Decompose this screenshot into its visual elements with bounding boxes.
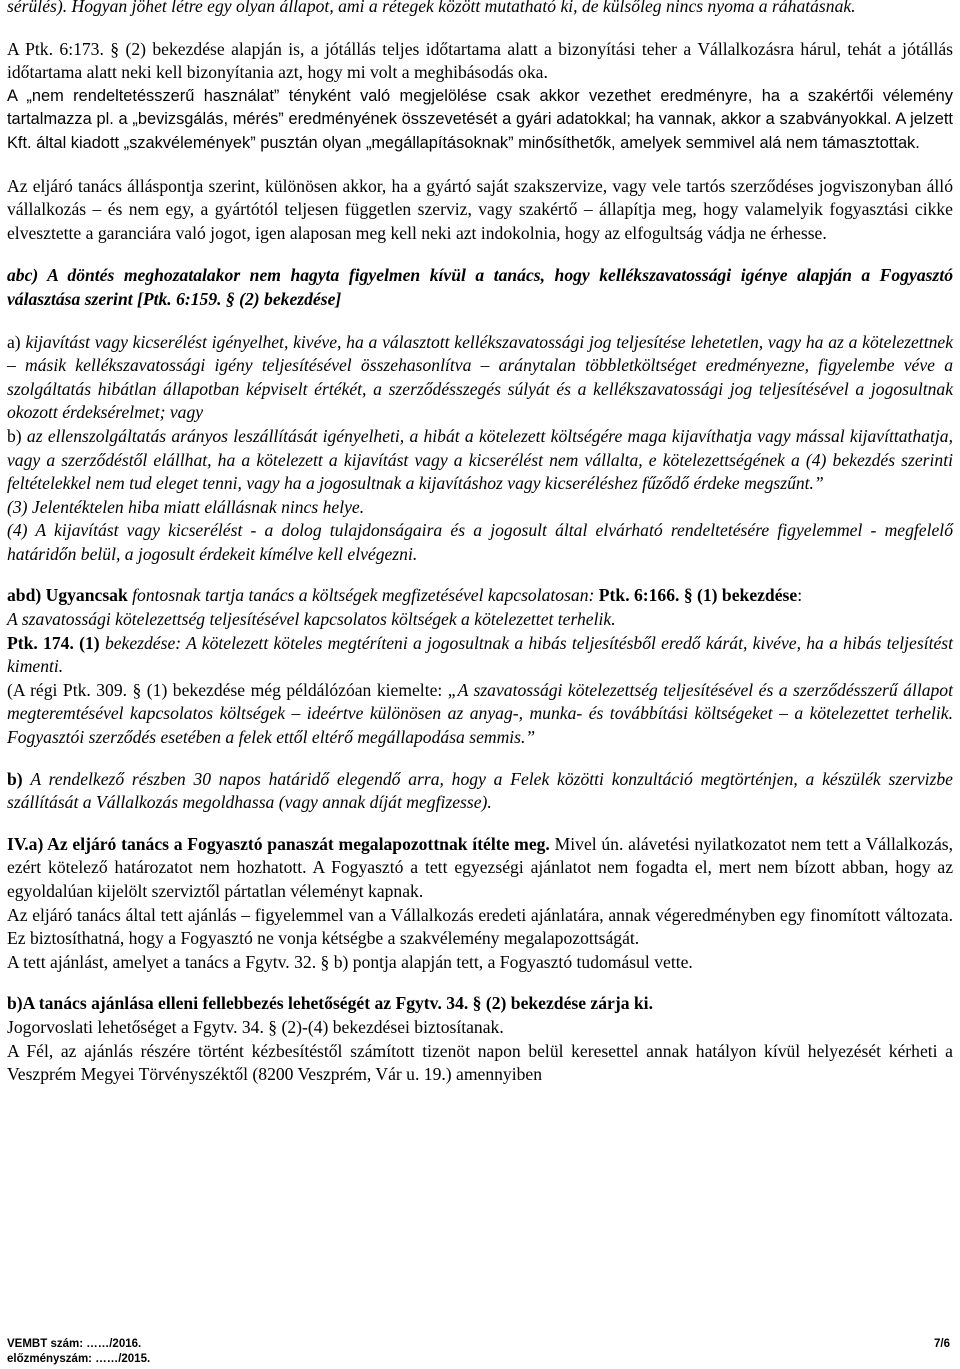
paragraph-old-ptk — [7, 679, 953, 750]
clause-4-text: (4) A kijavítást vagy kicserélést - a dolog tulajdonságaira és a jogosult által elvárható rendeltetésére figyelemmel - megfelelő határidőn belül, a jogosult érdekeit kímélve kell elvégezni. — [7, 520, 953, 564]
abd-reference: Ptk. 6:166. § (1) bekezdése — [598, 585, 798, 606]
b-deadline-label: b) — [7, 768, 23, 789]
burden-text: A Ptk. 6:173. § (2) bekezdése alapján is, a jótállás teljes időtartama alatt a bizonyítási teher a Vállalkozásra hárul, tehát a jótállás időtartama alatt neki kell bizonyítania azt, hogy mi volt a meghibásodás oka. — [7, 38, 953, 83]
ivb-heading: b)A tanács ajánlása elleni fellebbezés lehetőségét az Fgytv. 34. § (2) bekezdése zárja ki. — [7, 993, 653, 1014]
clause-a-label: a) — [7, 331, 21, 352]
ptk174-label: Ptk. 174. — [7, 632, 74, 653]
paragraph-tribunal-position — [7, 175, 953, 246]
b-deadline-text: A rendelkező részben 30 napos határidő elegendő arra, hogy a Felek közötti konzultáció megtörténjen, a készülék szervizbe szállítását a Vállalkozás megoldhassa (vagy annak díját megfizesse). — [7, 768, 953, 813]
clause-b — [7, 425, 953, 496]
iva-3-text: A tett ajánlást, amelyet a tanács a Fgytv. 32. § b) pontja alapján tett, a Fogyasztó tudomásul vette. — [7, 951, 693, 972]
clause-a — [7, 331, 953, 425]
clause-a-text: kijavítást vagy kicserélést igényelhet, kivéve, ha a választott kellékszavatossági jog teljesítése lehetetlen, vagy ha az a kötelezettnek – másik kellékszavatossági igény teljesítésével összehasonlítva – aránytalan többletköltséget eredményezne, figyelembe véve a szolgáltatás hibátlan állapotban képviselt értékét, a szerződésszegés súlyát és a kellékszavatossági jog teljesítésével a jogosultnak okozott érdeksérelmet; vagy — [7, 331, 953, 423]
clause-3 — [7, 496, 953, 520]
paragraph-iva — [7, 833, 953, 904]
ivb-3-text: A Fél, az ajánlás részére történt kézbesítéstől számított tizenöt napon belül keresettel annak hatályon kívül helyezését kérheti a Veszprém Megyei Törvényszéktől (8200 Veszprém, Vár u. 19.) amennyiben — [7, 1040, 953, 1085]
footer-previous-number: előzményszám: ……/2015. — [7, 1353, 151, 1365]
paragraph-ptk174 — [7, 632, 953, 679]
paragraph-abd-line2 — [7, 608, 953, 632]
ivb-2-text: Jogorvoslati lehetőséget a Fgytv. 34. § (2)-(4) bekezdései biztosítanak. — [7, 1016, 504, 1037]
paragraph-intro — [7, 0, 953, 19]
paragraph-ivb-3 — [7, 1040, 953, 1087]
clause-b-label: b) — [7, 425, 22, 446]
tribunal-position-text: Az eljáró tanács álláspontja szerint, különösen akkor, ha a gyártó saját szakszervize, vagy vele tartós szerződéses jogviszonyban álló vállalkozás – és nem egy, a gyártótól teljesen független szerviz, vagy szakértő – állapítja meg, hogy valamelyik fogyasztási cikke elvesztette a garanciára való jogot, igen alaposan meg kell neki azt indokolnia, hogy az elfogultság vádja ne érhesse. — [7, 175, 953, 243]
iva-2-text: Az eljáró tanács által tett ajánlás – figyelemmel van a Vállalkozás eredeti ajánlatára, annak végeredményben egy finomított változata. Ez biztosíthatná, hogy a Fogyasztó ne vonja kétségbe a szakvélemény megalapozottságát. — [7, 904, 953, 949]
ptk174-text: bekezdése: A kötelezett köteles megtéríteni a jogosultnak a hibás teljesítésből eredő kárát, kivéve, ha a hibás teljesítést kimenti. — [7, 632, 954, 677]
iva-text: Mivel ún. alávetési nyilatkozatot nem tett a Vállalkozás, ezért kötelező határozatot nem hozhatott. A Fogyasztó a tett egyezségi ajánlatot nem fogadta el, mert nem bízott abban, hogy az egyoldalúan kijelölt szerviztől pártatlan véleményt kapnak. — [7, 833, 954, 901]
paragraph-ivb-2 — [7, 1016, 953, 1040]
paragraph-b-deadline — [7, 768, 953, 815]
clause-3-text: (3) Jelentéktelen hiba miatt elállásnak nincs helye. — [7, 496, 365, 517]
paragraph-abd — [7, 584, 953, 608]
abd-colon: : — [797, 585, 803, 606]
ptk174-number: (1) — [79, 632, 100, 653]
clause-4 — [7, 519, 953, 566]
abd-label: abd) Ugyancsak — [7, 585, 128, 606]
footer-case-number: VEMBT szám: ……/2016. — [7, 1338, 142, 1350]
abd-line2-text: A szavatossági kötelezettség teljesítésével kapcsolatos költségek a kötelezettet terhelik. — [7, 609, 616, 630]
paragraph-ivb — [7, 992, 953, 1016]
expert-opinion-text: A „nem rendeltetésszerű használat” tényként való megjelölése csak akkor vezethet eredményre, ha a szakértői vélemény tartalmazza pl. a „bevizsgálás, mérés” eredményének összevetését a gyári adatokkal; ha vannak, akkor a szabványokkal. A jelzett Kft. által kiadott „szakvélemények” pusztán olyan „megállapításoknak” minősíthetők, amelyek semmivel alá nem támasztottak. — [7, 86, 953, 152]
old-ptk-intro: (A régi Ptk. 309. § (1) bekezdése még példálózóan kiemelte: — [7, 679, 443, 700]
clause-b-text: az ellenszolgáltatás arányos leszállítását igényelheti, a hibát a kötelezett költségére maga kijavíthatja vagy mással kijavíttathatja, vagy a szerződéstől elállhat, ha a kötelezett a kijavítást vagy a kicserélést nem vállalta, e kötelezettségének a (4) bekezdés szerinti feltételekkel nem tud eleget tenni, vagy ha a jogosultnak a kijavításhoz vagy kicseréléshez fűződő érdeke megszűnt.” — [7, 425, 954, 494]
iva-heading: IV.a) Az eljáró tanács a Fogyasztó panaszát megalapozottnak ítélte meg. — [7, 833, 550, 854]
abd-italic: fontosnak tartja tanács a költségek megfizetésével kapcsolatosan: — [132, 585, 595, 606]
old-ptk-quote: „A szavatossági kötelezettség teljesítésével és a szerződésszerű állapot megteremtésével kapcsolatos költségek – ideértve különösen az anyag-, munka- és továbbítási költségeket – a kötelezettet terhelik. Fogyasztói szerződés esetében a felek ettől eltérő megállapodása semmis.” — [7, 679, 953, 748]
heading-abc — [7, 264, 953, 311]
intro-text: sérülés). Hogyan jöhet létre egy olyan állapot, ami a rétegek között mutatható ki, de külsőleg nincs nyoma a ráhatásnak. — [7, 0, 856, 16]
abc-heading-text: abc) A döntés meghozatalakor nem hagyta figyelmen kívül a tanács, hogy kellékszavatossági igénye alapján a Fogyasztó választása szerint [Ptk. 6:159. § (2) bekezdése] — [7, 265, 953, 309]
paragraph-iva-3 — [7, 951, 953, 975]
paragraph-iva-2 — [7, 904, 953, 951]
footer-page-number: 7/6 — [934, 1338, 950, 1350]
paragraph-burden-of-proof — [7, 38, 953, 85]
page-footer — [7, 1337, 950, 1367]
paragraph-expert-opinion — [7, 85, 953, 156]
